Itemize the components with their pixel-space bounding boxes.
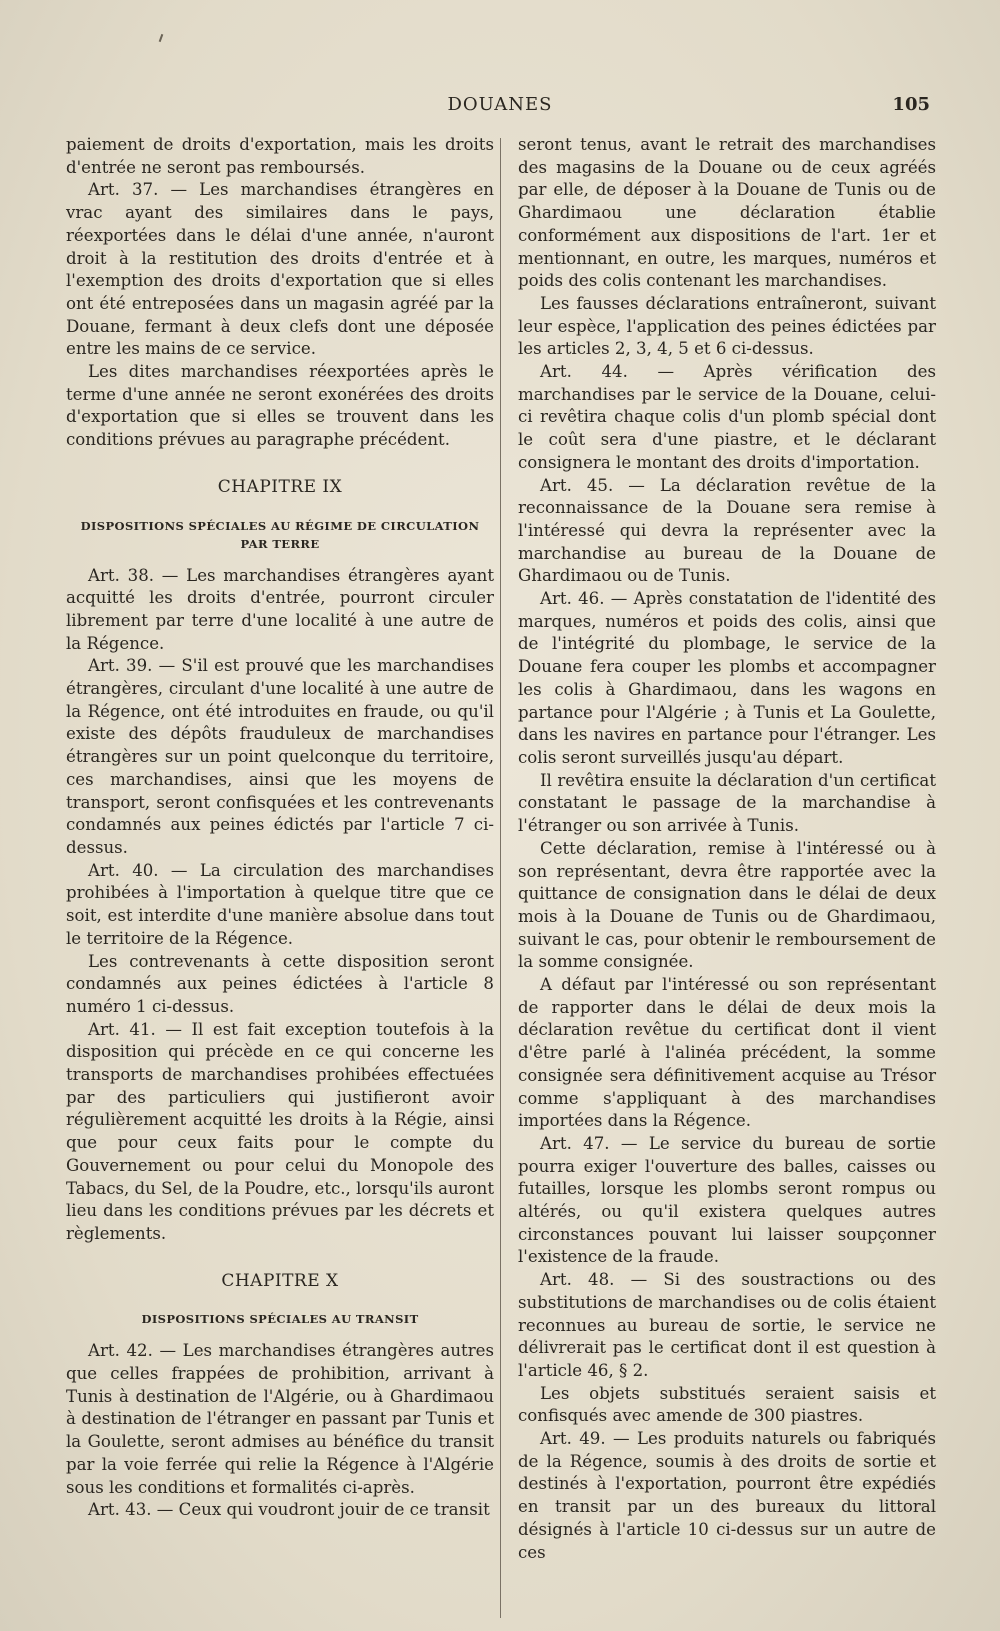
paragraph: paiement de droits d'exportation, mais les droits d'entrée ne seront pas remboursés.: [66, 135, 494, 177]
paragraph: Il revêtira ensuite la déclaration d'un certificat constatant le passage de la marchandise à l'étranger ou son arrivée à Tunis.: [518, 770, 936, 836]
paragraph: Les fausses déclarations entraîneront, suivant leur espèce, l'application des peines édictées par les articles 2, 3, 4, 5 et 6 ci-dessus.: [518, 293, 936, 359]
chapter-heading: CHAPITRE X: [221, 1270, 339, 1291]
paragraph: Cette déclaration, remise à l'intéressé ou à son représentant, devra être rapportée avec la quittance de consignation dans le délai de deux mois à la Douane de Tunis ou de Ghardimaou, suivant le cas, pour obtenir le remboursement de la somme consignée.: [518, 838, 936, 972]
page-number: 105: [892, 94, 930, 115]
article-40: Art. 40. — La circulation des marchandises prohibées à l'importation à quelque titre que ce soit, est interdite d'une manière absolue dans tout le territoire de la Régence.: [66, 860, 494, 948]
column-divider: [500, 138, 501, 1618]
article-47: Art. 47. — Le service du bureau de sortie pourra exiger l'ouverture des balles, caisses ou futailles, lorsque les plombs seront rompus ou altérés, ou qu'il existera quelques autres circonstances pouvant lui laisser soupçonner l'existence de la fraude.: [518, 1133, 936, 1267]
article-39: Art. 39. — S'il est prouvé que les marchandises étrangères, circulant d'une localité à une autre de la Régence, ont été introduites en fraude, ou qu'il existe des dépôts frauduleux de marchandises étrangères sur un point quelconque du territoire, ces marchandises, ainsi que les moyens de transport, seront confisquées et les contrevenants condamnés aux peines édictés par l'article 7 ci-dessus.: [66, 656, 494, 857]
pen-mark: [159, 34, 164, 42]
paragraph: Les objets substitués seraient saisis et confisqués avec amende de 300 piastres.: [518, 1383, 936, 1426]
article-44: Art. 44. — Après vérification des marchandises par le service de la Douane, celui-ci revêtira chaque colis d'un plomb spécial dont le coût sera d'une piastre, et le déclarant consignera le montant des droits d'importation.: [518, 362, 936, 472]
article-48: Art. 48. — Si des soustractions ou des substitutions de marchandises ou de colis étaient reconnues au bureau de sortie, le service ne délivrerait pas le certificat dont il est question à l'article 46, § 2.: [518, 1270, 936, 1380]
paragraph: Les dites marchandises réexportées après le terme d'une année ne seront exonérées des droits d'exportation que si elles se trouvent dans les conditions prévues au paragraphe précédent.: [66, 362, 494, 450]
chapter-subtitle: DISPOSITIONS SPÉCIALES AU TRANSIT: [141, 1312, 419, 1327]
right-column: [518, 134, 936, 1564]
article-45: Art. 45. — La déclaration revêtue de la reconnaissance de la Douane sera remise à l'intéressé qui devra la représenter avec la marchandise au bureau de la Douane de Ghardimaou ou de Tunis.: [518, 475, 936, 586]
paragraph: A défaut par l'intéressé ou son représentant de rapporter dans le délai de deux mois la déclaration revêtue du certificat dont il vient d'être parlé à l'alinéa précédent, la somme consignée sera définitivement acquise au Trésor comme s'appliquant à des marchandises importées dans la Régence.: [518, 975, 936, 1131]
running-title: DOUANES: [447, 94, 553, 115]
article-37: Art. 37. — Les marchandises étrangères en vrac ayant des similaires dans le pays, réexportées dans le délai d'une année, n'auront droit à la restitution des droits d'entrée et à l'exemption des droits d'exportation que si elles ont été entreposées dans un magasin agréé par la Douane, fermant à deux clefs dont une déposée entre les mains de ce service.: [66, 180, 494, 359]
left-column: [66, 134, 494, 1522]
article-41: Art. 41. — Il est fait exception toutefois à la disposition qui précède en ce qui concerne les transports de marchandises prohibées effectuées par des particuliers qui justifieront avoir régulièrement acquitté les droits à la Régie, ainsi que pour ceux faits pour le compte du Gouvernement ou pour celui du Monopole des Tabacs, du Sel, de la Poudre, etc., lorsqu'ils auront lieu dans les conditions prévues par les décrets et règlements.: [66, 1019, 494, 1243]
running-header: [0, 94, 1000, 124]
chapter-subtitle: DISPOSITIONS SPÉCIALES AU RÉGIME DE CIRCULATION PAR TERRE: [80, 518, 480, 551]
paragraph: seront tenus, avant le retrait des marchandises des magasins de la Douane ou de ceux agréés par elle, de déposer à la Douane de Tunis ou de Ghardimaou une déclaration établie conformément aux dispositions de l'art. 1er et mentionnant, en outre, les marques, numéros et poids des colis contenant les marchandises.: [518, 135, 936, 291]
article-42: Art. 42. — Les marchandises étrangères autres que celles frappées de prohibition, arrivant à Tunis à destination de l'Algérie, ou à Ghardimaou à destination de l'étranger en passant par Tunis et la Goulette, seront admises au bénéfice du transit par la voie ferrée qui relie la Régence à l'Algérie sous les conditions et formalités ci-après.: [66, 1341, 494, 1497]
chapter-heading: CHAPITRE IX: [217, 476, 343, 497]
article-46: Art. 46. — Après constatation de l'identité des marques, numéros et poids des colis, ainsi que de l'intégrité du plombage, le service de la Douane fera couper les plombs et accompagner les colis à Ghardimaou, dans les wagons en partance pour l'Algérie ; à Tunis et La Goulette, dans les navires en partance pour l'étranger. Les colis seront surveillés jusqu'au départ.: [518, 589, 936, 767]
paragraph: Les contrevenants à cette disposition seront condamnés aux peines édictées à l'article 8 numéro 1 ci-dessus.: [66, 951, 494, 1016]
article-43: Art. 43. — Ceux qui voudront jouir de ce transit: [88, 1500, 490, 1520]
article-49: Art. 49. — Les produits naturels ou fabriqués de la Régence, soumis à des droits de sortie et destinés à l'exportation, pourront être expédiés en transit par un des bureaux du littoral désignés à l'article 10 ci-dessus sur un autre de ces: [518, 1429, 936, 1562]
article-38: Art. 38. — Les marchandises étrangères ayant acquitté les droits d'entrée, pourront circuler librement par terre d'une localité à une autre de la Régence.: [66, 565, 494, 653]
